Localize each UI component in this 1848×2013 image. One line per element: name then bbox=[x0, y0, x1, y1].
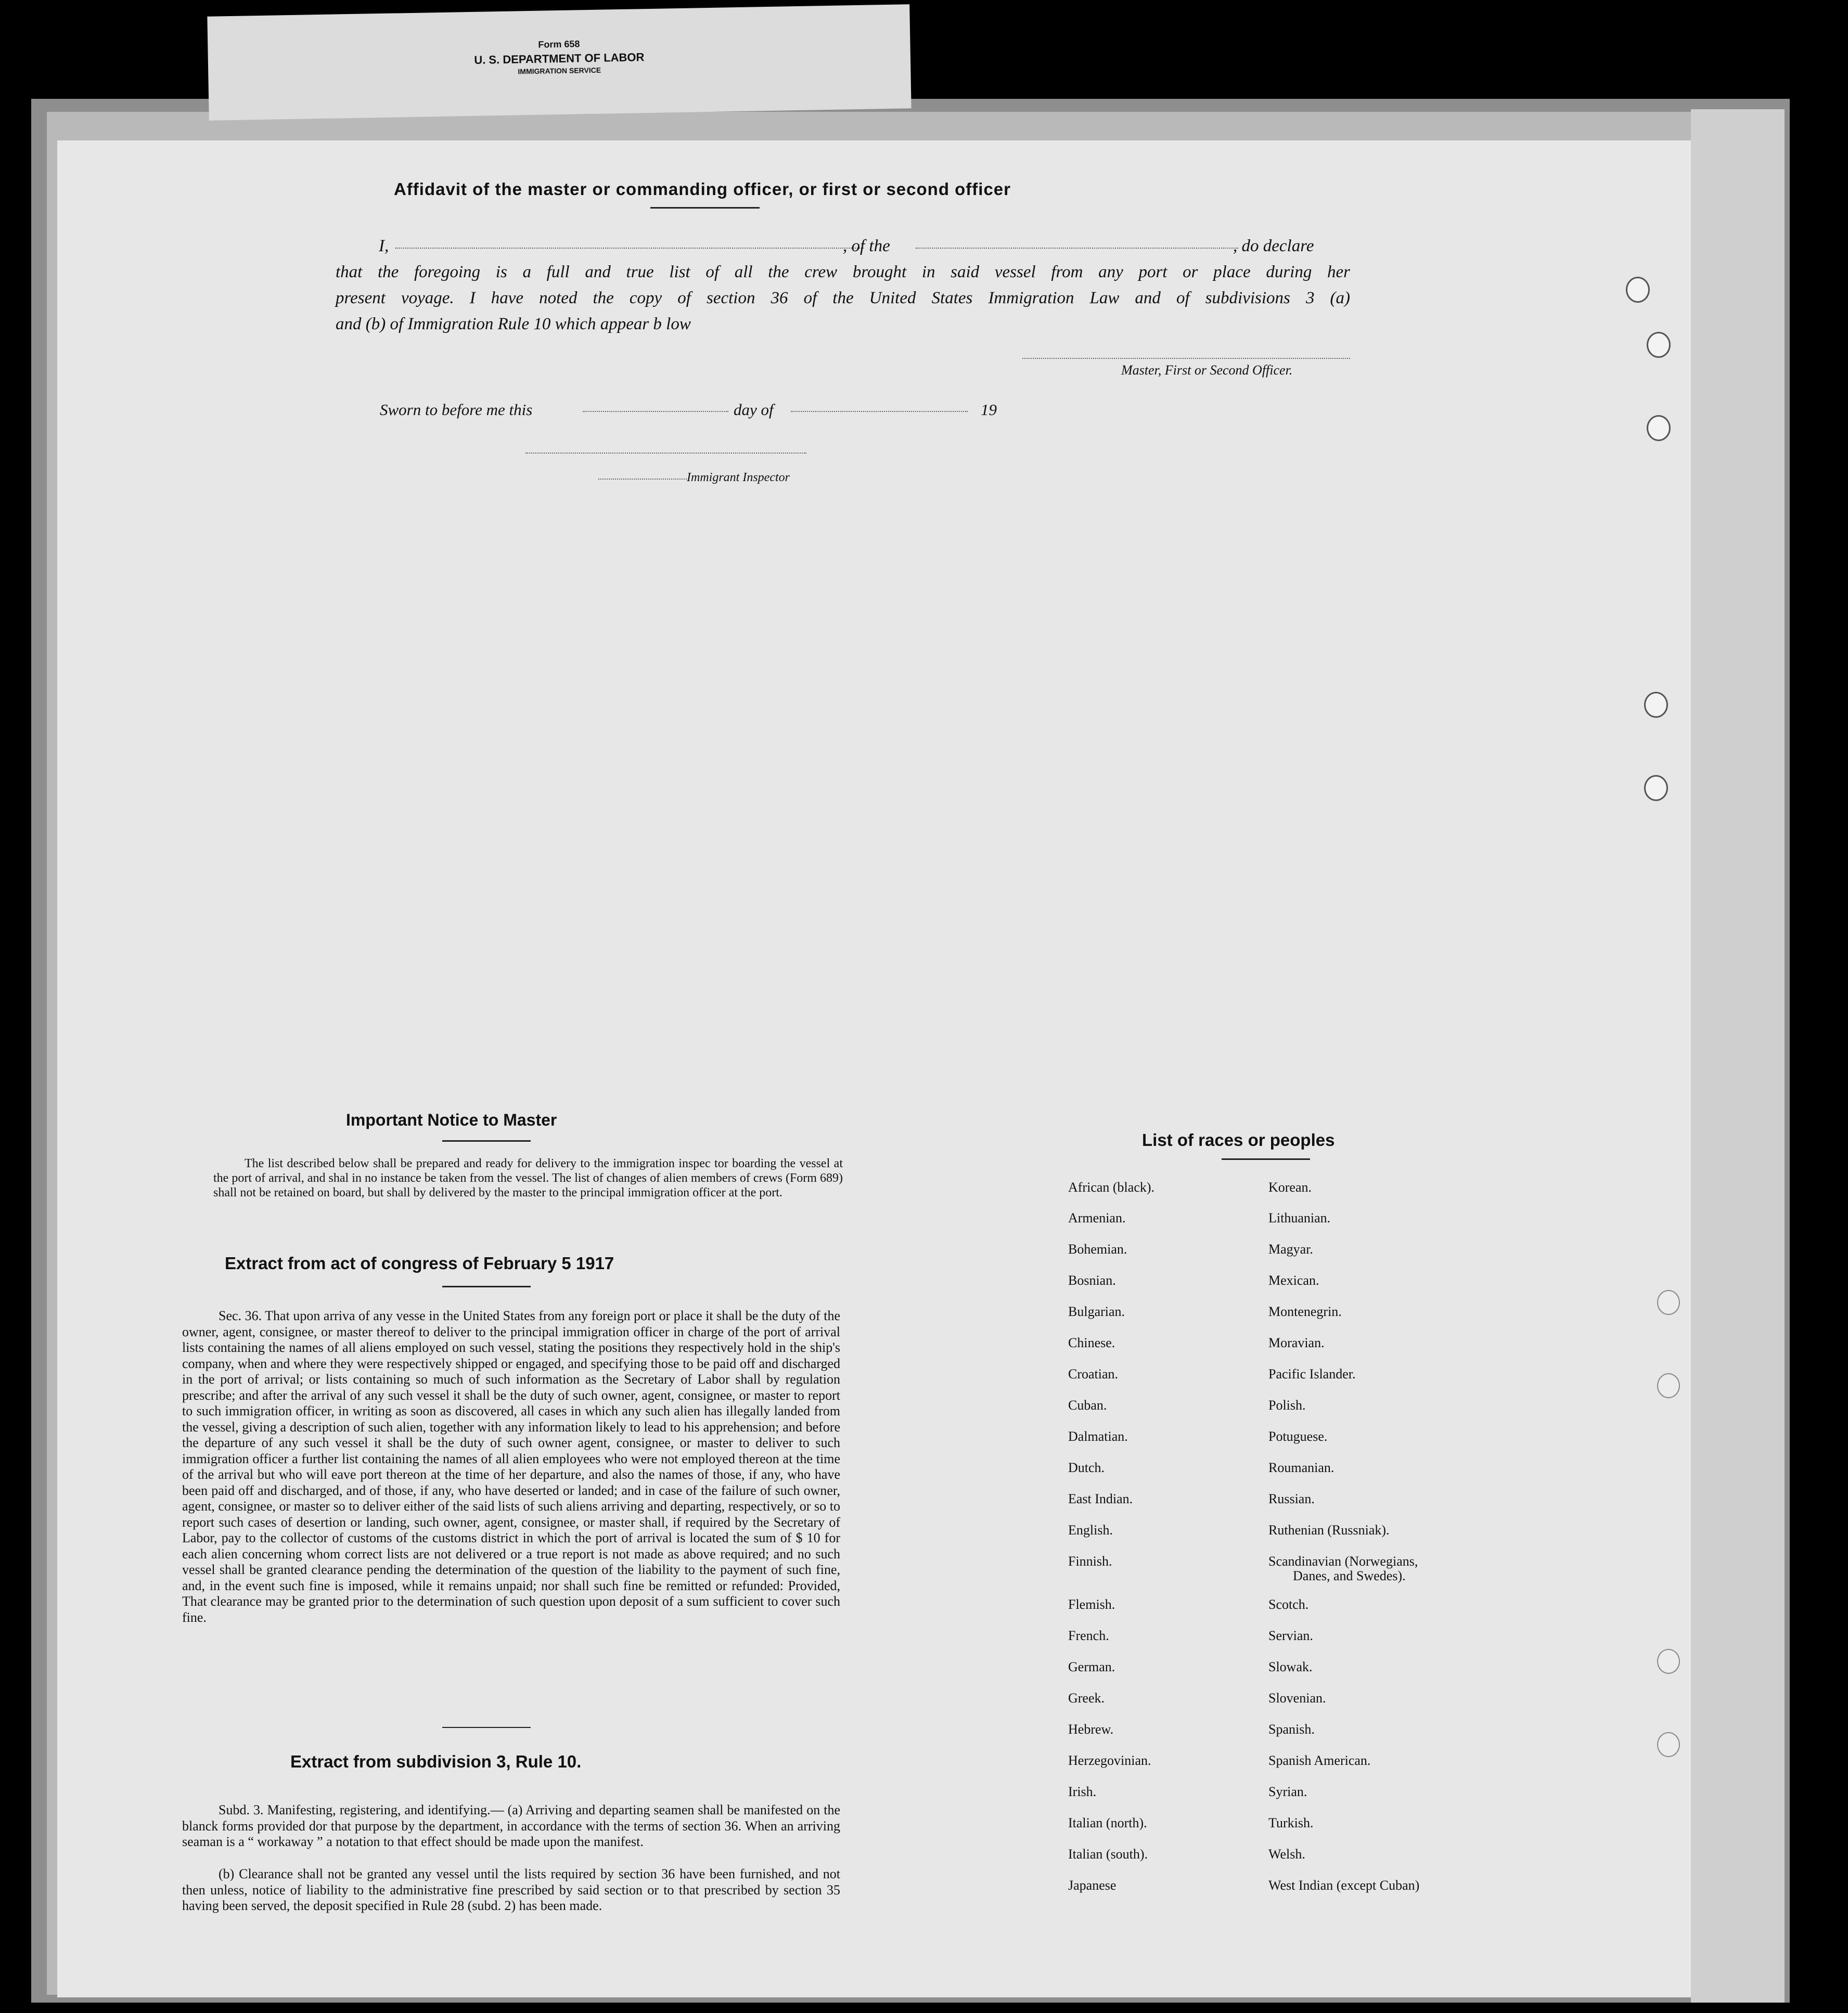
race-left-item: Chinese. bbox=[1068, 1335, 1115, 1350]
race-left-item: Bohemian. bbox=[1068, 1242, 1127, 1257]
rule-extract-text-b: (b) Clearance shall not be granted any vessel until the lists required by section 36 have been furnished, and not then unless, notice of liability to the administrative fine prescribed by said section or to that prescribed by section 35 having been served, the deposit specified in Rule 28 (subd. 2) has been made. bbox=[182, 1866, 840, 1913]
race-left-item: German. bbox=[1068, 1659, 1115, 1674]
race-right-item: Magyar. bbox=[1268, 1242, 1313, 1257]
race-right-item: Polish. bbox=[1268, 1398, 1306, 1413]
affidavit-of-the: , of the bbox=[843, 237, 890, 255]
race-left-item: Bosnian. bbox=[1068, 1273, 1116, 1288]
title-underline bbox=[650, 207, 760, 209]
notice-underline bbox=[442, 1140, 531, 1142]
rule-extract-title: Extract from subdivision 3, Rule 10. bbox=[290, 1752, 582, 1771]
race-left-item: Greek. bbox=[1068, 1691, 1105, 1706]
sworn-day-of: day of bbox=[734, 401, 774, 419]
race-right-item: Russian. bbox=[1268, 1491, 1315, 1506]
race-right-item: Turkish. bbox=[1268, 1815, 1314, 1830]
affidavit-declare: , do declare bbox=[1233, 237, 1314, 255]
act-end-rule bbox=[442, 1727, 531, 1728]
race-right-item: Ruthenian (Russniak). bbox=[1268, 1522, 1390, 1538]
race-left-item: Irish. bbox=[1068, 1784, 1097, 1799]
race-left-item: Herzegovinian. bbox=[1068, 1753, 1151, 1768]
race-left-item: English. bbox=[1068, 1522, 1113, 1538]
race-left-item: Italian (north). bbox=[1068, 1815, 1147, 1830]
binder-hole-icon bbox=[1647, 332, 1671, 358]
vessel-blank-line bbox=[916, 248, 1238, 249]
affidavit-line-2: that the foregoing is a full and true list of all the crew brought in said vessel from any port or place during her bbox=[336, 263, 1350, 281]
race-right-item: Lithuanian. bbox=[1268, 1210, 1331, 1225]
sworn-month-blank bbox=[791, 411, 968, 412]
edge-strip bbox=[1691, 109, 1785, 2003]
name-blank-line bbox=[395, 248, 864, 249]
race-right-item: Montenegrin. bbox=[1268, 1304, 1342, 1319]
races-title: List of races or peoples bbox=[1142, 1130, 1335, 1150]
sworn-prefix: Sworn to before me this bbox=[380, 401, 533, 419]
inspector-signature-line bbox=[525, 453, 806, 454]
inspector-label: Immigrant Inspector bbox=[687, 471, 790, 484]
race-left-item: Croatian. bbox=[1068, 1366, 1119, 1382]
race-right-item: Pacific Islander. bbox=[1268, 1366, 1356, 1382]
race-left-item: Dutch. bbox=[1068, 1460, 1105, 1475]
race-left-item: Dalmatian. bbox=[1068, 1429, 1128, 1444]
binder-hole-icon bbox=[1644, 692, 1668, 718]
race-right-item: Moravian. bbox=[1268, 1335, 1325, 1350]
race-right-continuation: Danes, and Swedes). bbox=[1293, 1568, 1406, 1583]
race-right-item: Slovenian. bbox=[1268, 1691, 1326, 1706]
document-page bbox=[57, 140, 1691, 1997]
race-right-item: Slowak. bbox=[1268, 1659, 1313, 1674]
race-left-item: Cuban. bbox=[1068, 1398, 1107, 1413]
race-right-item: Korean. bbox=[1268, 1180, 1312, 1195]
signature-line bbox=[1022, 358, 1350, 359]
inspector-short-line bbox=[598, 479, 687, 480]
race-right-item: Spanish. bbox=[1268, 1722, 1315, 1737]
attached-form-slip bbox=[207, 4, 911, 121]
race-left-item: French. bbox=[1068, 1628, 1109, 1643]
race-right-item: Servian. bbox=[1268, 1628, 1313, 1643]
binder-hole-icon bbox=[1657, 1649, 1680, 1674]
notice-title: Important Notice to Master bbox=[346, 1111, 557, 1129]
race-right-item: Mexican. bbox=[1268, 1273, 1319, 1288]
race-left-item: Italian (south). bbox=[1068, 1847, 1148, 1862]
race-right-item: Roumanian. bbox=[1268, 1460, 1334, 1475]
race-right-item: Scotch. bbox=[1268, 1597, 1309, 1612]
race-left-item: Bulgarian. bbox=[1068, 1304, 1125, 1319]
race-left-item: Japanese bbox=[1068, 1878, 1116, 1893]
race-right-item: Spanish American. bbox=[1268, 1753, 1371, 1768]
affidavit-title: Affidavit of the master or commanding officer, or first or second officer bbox=[393, 179, 1011, 199]
act-underline bbox=[442, 1286, 531, 1287]
races-underline bbox=[1222, 1158, 1310, 1160]
service-name: IMMIGRATION SERVICE bbox=[518, 66, 601, 76]
race-left-item: African (black). bbox=[1068, 1180, 1155, 1195]
binder-hole-icon bbox=[1657, 1732, 1680, 1757]
rule-extract-text-a: Subd. 3. Manifesting, registering, and identifying.— (a) Arriving and departing seamen shall be manifested on the blanck forms provided dor that purpose by the department, in accordance with the terms of section 36. When an arriving seaman is a “ workaway ” a notation to that effect should be made upon the manifest. bbox=[182, 1802, 840, 1849]
race-right-item: Potuguese. bbox=[1268, 1429, 1328, 1444]
race-right-item: Welsh. bbox=[1268, 1847, 1305, 1862]
act-extract-text: Sec. 36. That upon arriva of any vesse in the United States from any foreign port or place it shall be the duty of the owner, agent, consignee, or master thereof to deliver to the principal immigration officer in charge of the port of arrival lists containing the names of all aliens employed on such vessel, stating the positions they respectively hold in the ship's company, when and where they were respectively shipped or engaged, and specifying those to be paid off and discharged in the port of arrival; or lists containing so much of such information as the Secretary of Labor shall by regulation prescribe; and after the arrival of any such vessel it shall be the duty of such owner, agent, consignee, or master to report to such immigration officer, in writing as soon as discovered, all cases in which any such alien has illegally landed from the vessel, giving a description of such alien, together with any information likely to lead to his apprehension; and before the departure of any such vessel it shall be the duty of such owner agent, consignee, or master to deliver to such immigration officer a further list containing the names of all alien employees who were not employed thereon at the time of the arrival but who will eave port thereon at the time of her departure, and also the names of those, if any, who have been paid off and discharged, and of those, if any, who have deserted or landed; and in case of the failure of such owner, agent, consignee, or master so to deliver either of the said lists of such aliens arriving and departing, respectively, or so to report such cases of desertion or landing, such owner, agent, consignee, or master shall, if required by the Secretary of Labor, pay to the collector of customs of the customs district in which the port of arrival is located the sum of $ 10 for each alien concerning whom correct lists are not delivered or a true report is not made as above required; and no such vessel shall be granted clearance pending the determination of the question of the liability to the payment of such fine, and, in the event such fine is imposed, while it remains unpaid; nor shall such fine be remitted or refunded: Provided, That clearance may be granted prior to the determination of such question upon deposit of a sum sufficient to cover such fine. bbox=[182, 1308, 840, 1625]
race-left-item: East Indian. bbox=[1068, 1491, 1133, 1506]
binder-hole-icon bbox=[1657, 1373, 1680, 1398]
sworn-year: 19 bbox=[981, 401, 997, 419]
race-left-item: Finnish. bbox=[1068, 1554, 1112, 1569]
race-right-item: West Indian (except Cuban) bbox=[1268, 1878, 1420, 1893]
department-name: U. S. DEPARTMENT OF LABOR bbox=[474, 50, 645, 67]
notice-text: The list described below shall be prepared and ready for delivery to the immigration inspec tor boarding the vessel at the port of arrival, and shal in no instance be taken from the vessel. The list of changes of alien members of crews (Form 689) shall not be retained on board, but shall by delivered by the master to the principal immigration officer at the port. bbox=[213, 1157, 843, 1199]
affidavit-line-3: present voyage. I have noted the copy of section 36 of the United States Immigration Law and of subdivisions 3 (a) bbox=[336, 289, 1350, 307]
race-left-item: Armenian. bbox=[1068, 1210, 1126, 1225]
affidavit-line-4: and (b) of Immigration Rule 10 which appear b low bbox=[336, 315, 691, 333]
sworn-day-blank bbox=[583, 411, 728, 412]
act-extract-title: Extract from act of congress of February 5 1917 bbox=[225, 1254, 614, 1273]
binder-hole-icon bbox=[1657, 1290, 1680, 1315]
race-left-item: Hebrew. bbox=[1068, 1722, 1114, 1737]
binder-hole-icon bbox=[1644, 775, 1668, 801]
form-number: Form 658 bbox=[538, 38, 580, 50]
binder-hole-icon bbox=[1626, 277, 1650, 303]
signature-label: Master, First or Second Officer. bbox=[1121, 363, 1293, 378]
race-right-item: Scandinavian (Norwegians, bbox=[1268, 1554, 1418, 1569]
binder-hole-icon bbox=[1647, 415, 1671, 441]
race-left-item: Flemish. bbox=[1068, 1597, 1115, 1612]
affidavit-i: I, bbox=[379, 237, 389, 255]
race-right-item: Syrian. bbox=[1268, 1784, 1307, 1799]
